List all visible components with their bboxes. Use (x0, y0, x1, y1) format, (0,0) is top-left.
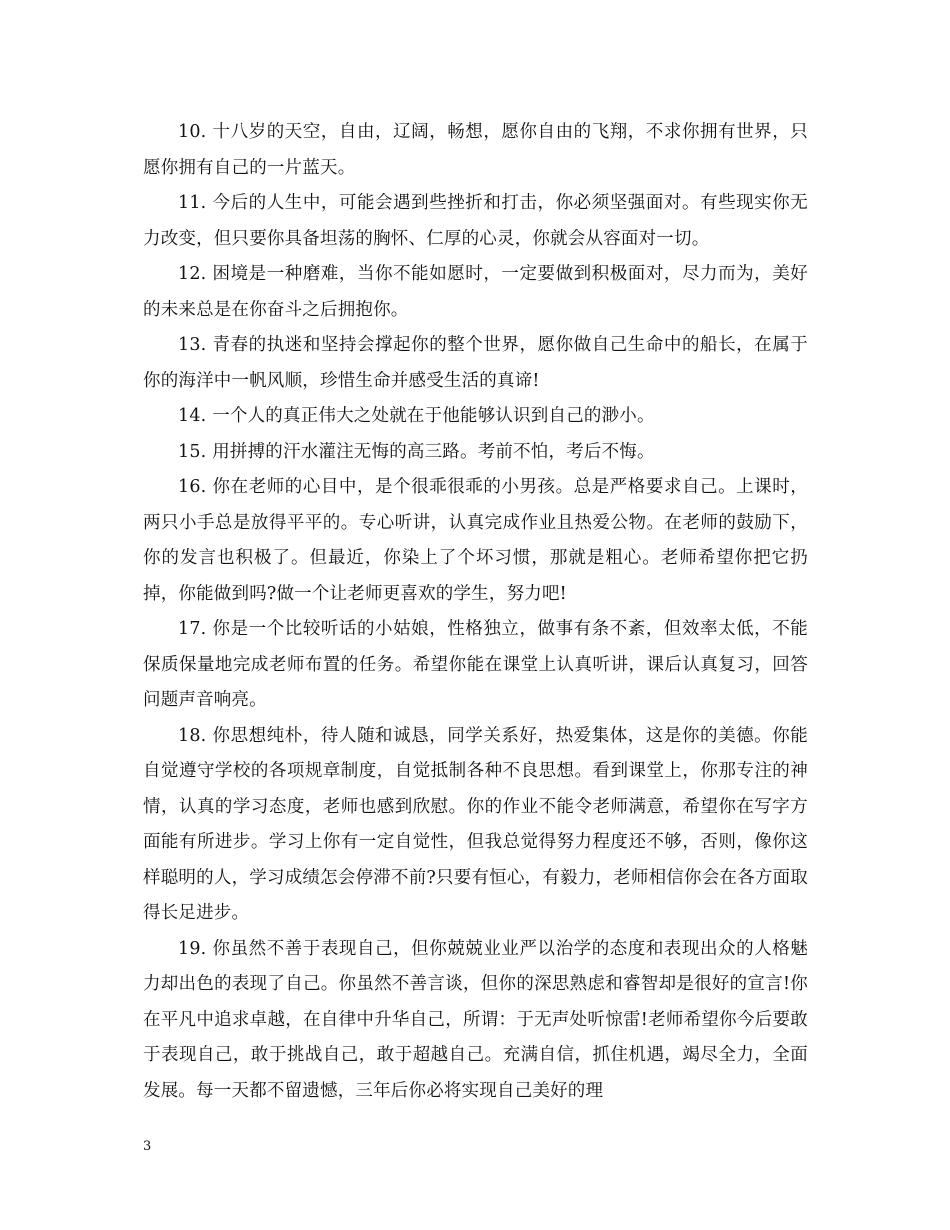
paragraph-13: 13. 青春的执迷和坚持会撑起你的整个世界，愿你做自己生命中的船长，在属于你的海洋中一帆风顺，珍惜生命并感受生活的真谛! (143, 335, 808, 391)
paragraph-18: 18. 你思想纯朴，待人随和诚恳，同学关系好，热爱集体，这是你的美德。你能自觉遵守学校的各项规章制度，自觉抵制各种不良思想。看到课堂上，你那专注的神情，认真的学习态度，老师也感到欣慰。你的作业不能令老师满意，希望你在写字方面能有所进步。学习上你有一定自觉性，但我总觉得努力程度还不够，否则，像你这样聪明的人，学习成绩怎会停滞不前?只要有恒心，有毅力，老师相信你会在各方面取得长足进步。 (143, 725, 808, 923)
document-body (143, 115, 808, 1109)
page-number: 3 (143, 1139, 152, 1154)
paragraph-17: 17. 你是一个比较听话的小姑娘，性格独立，做事有条不紊，但效率太低，不能保质保量地完成老师布置的任务。希望你能在课堂上认真听讲，课后认真复习，回答问题声音响亮。 (143, 619, 808, 710)
paragraph-12: 12. 困境是一种磨难，当你不能如愿时，一定要做到积极面对，尽力而为，美好的未来总是在你奋斗之后拥抱你。 (143, 264, 808, 320)
paragraph-11: 11. 今后的人生中，可能会遇到些挫折和打击，你必须坚强面对。有些现实你无力改变，但只要你具备坦荡的胸怀、仁厚的心灵，你就会从容面对一切。 (143, 193, 808, 249)
paragraph-15: 15. 用拼搏的汗水灌注无悔的高三路。考前不怕，考后不悔。 (178, 441, 655, 462)
paragraph-10: 10. 十八岁的天空，自由，辽阔，畅想，愿你自由的飞翔，不求你拥有世界，只愿你拥有自己的一片蓝天。 (143, 122, 808, 178)
paragraph-16: 16. 你在老师的心目中，是个很乖很乖的小男孩。总是严格要求自己。上课时，两只小手总是放得平平的。专心听讲，认真完成作业且热爱公物。在老师的鼓励下，你的发言也积极了。但最近，你染上了个坏习惯，那就是粗心。老师希望你把它扔掉，你能做到吗?做一个让老师更喜欢的学生，努力吧! (143, 477, 808, 604)
paragraph-19: 19. 你虽然不善于表现自己，但你兢兢业业严以治学的态度和表现出众的人格魅力却出色的表现了自己。你虽然不善言谈，但你的深思熟虑和睿智却是很好的宣言!你在平凡中追求卓越，在自律中升华自己，所谓：于无声处听惊雷!老师希望你今后要敢于表现自己，敢于挑战自己，敢于超越自己。充满自信，抓住机遇，竭尽全力，全面发展。每一天都不留遗憾，三年后你必将实现自己美好的理 (143, 938, 808, 1101)
paragraph-14: 14. 一个人的真正伟大之处就在于他能够认识到自己的渺小。 (178, 406, 655, 426)
